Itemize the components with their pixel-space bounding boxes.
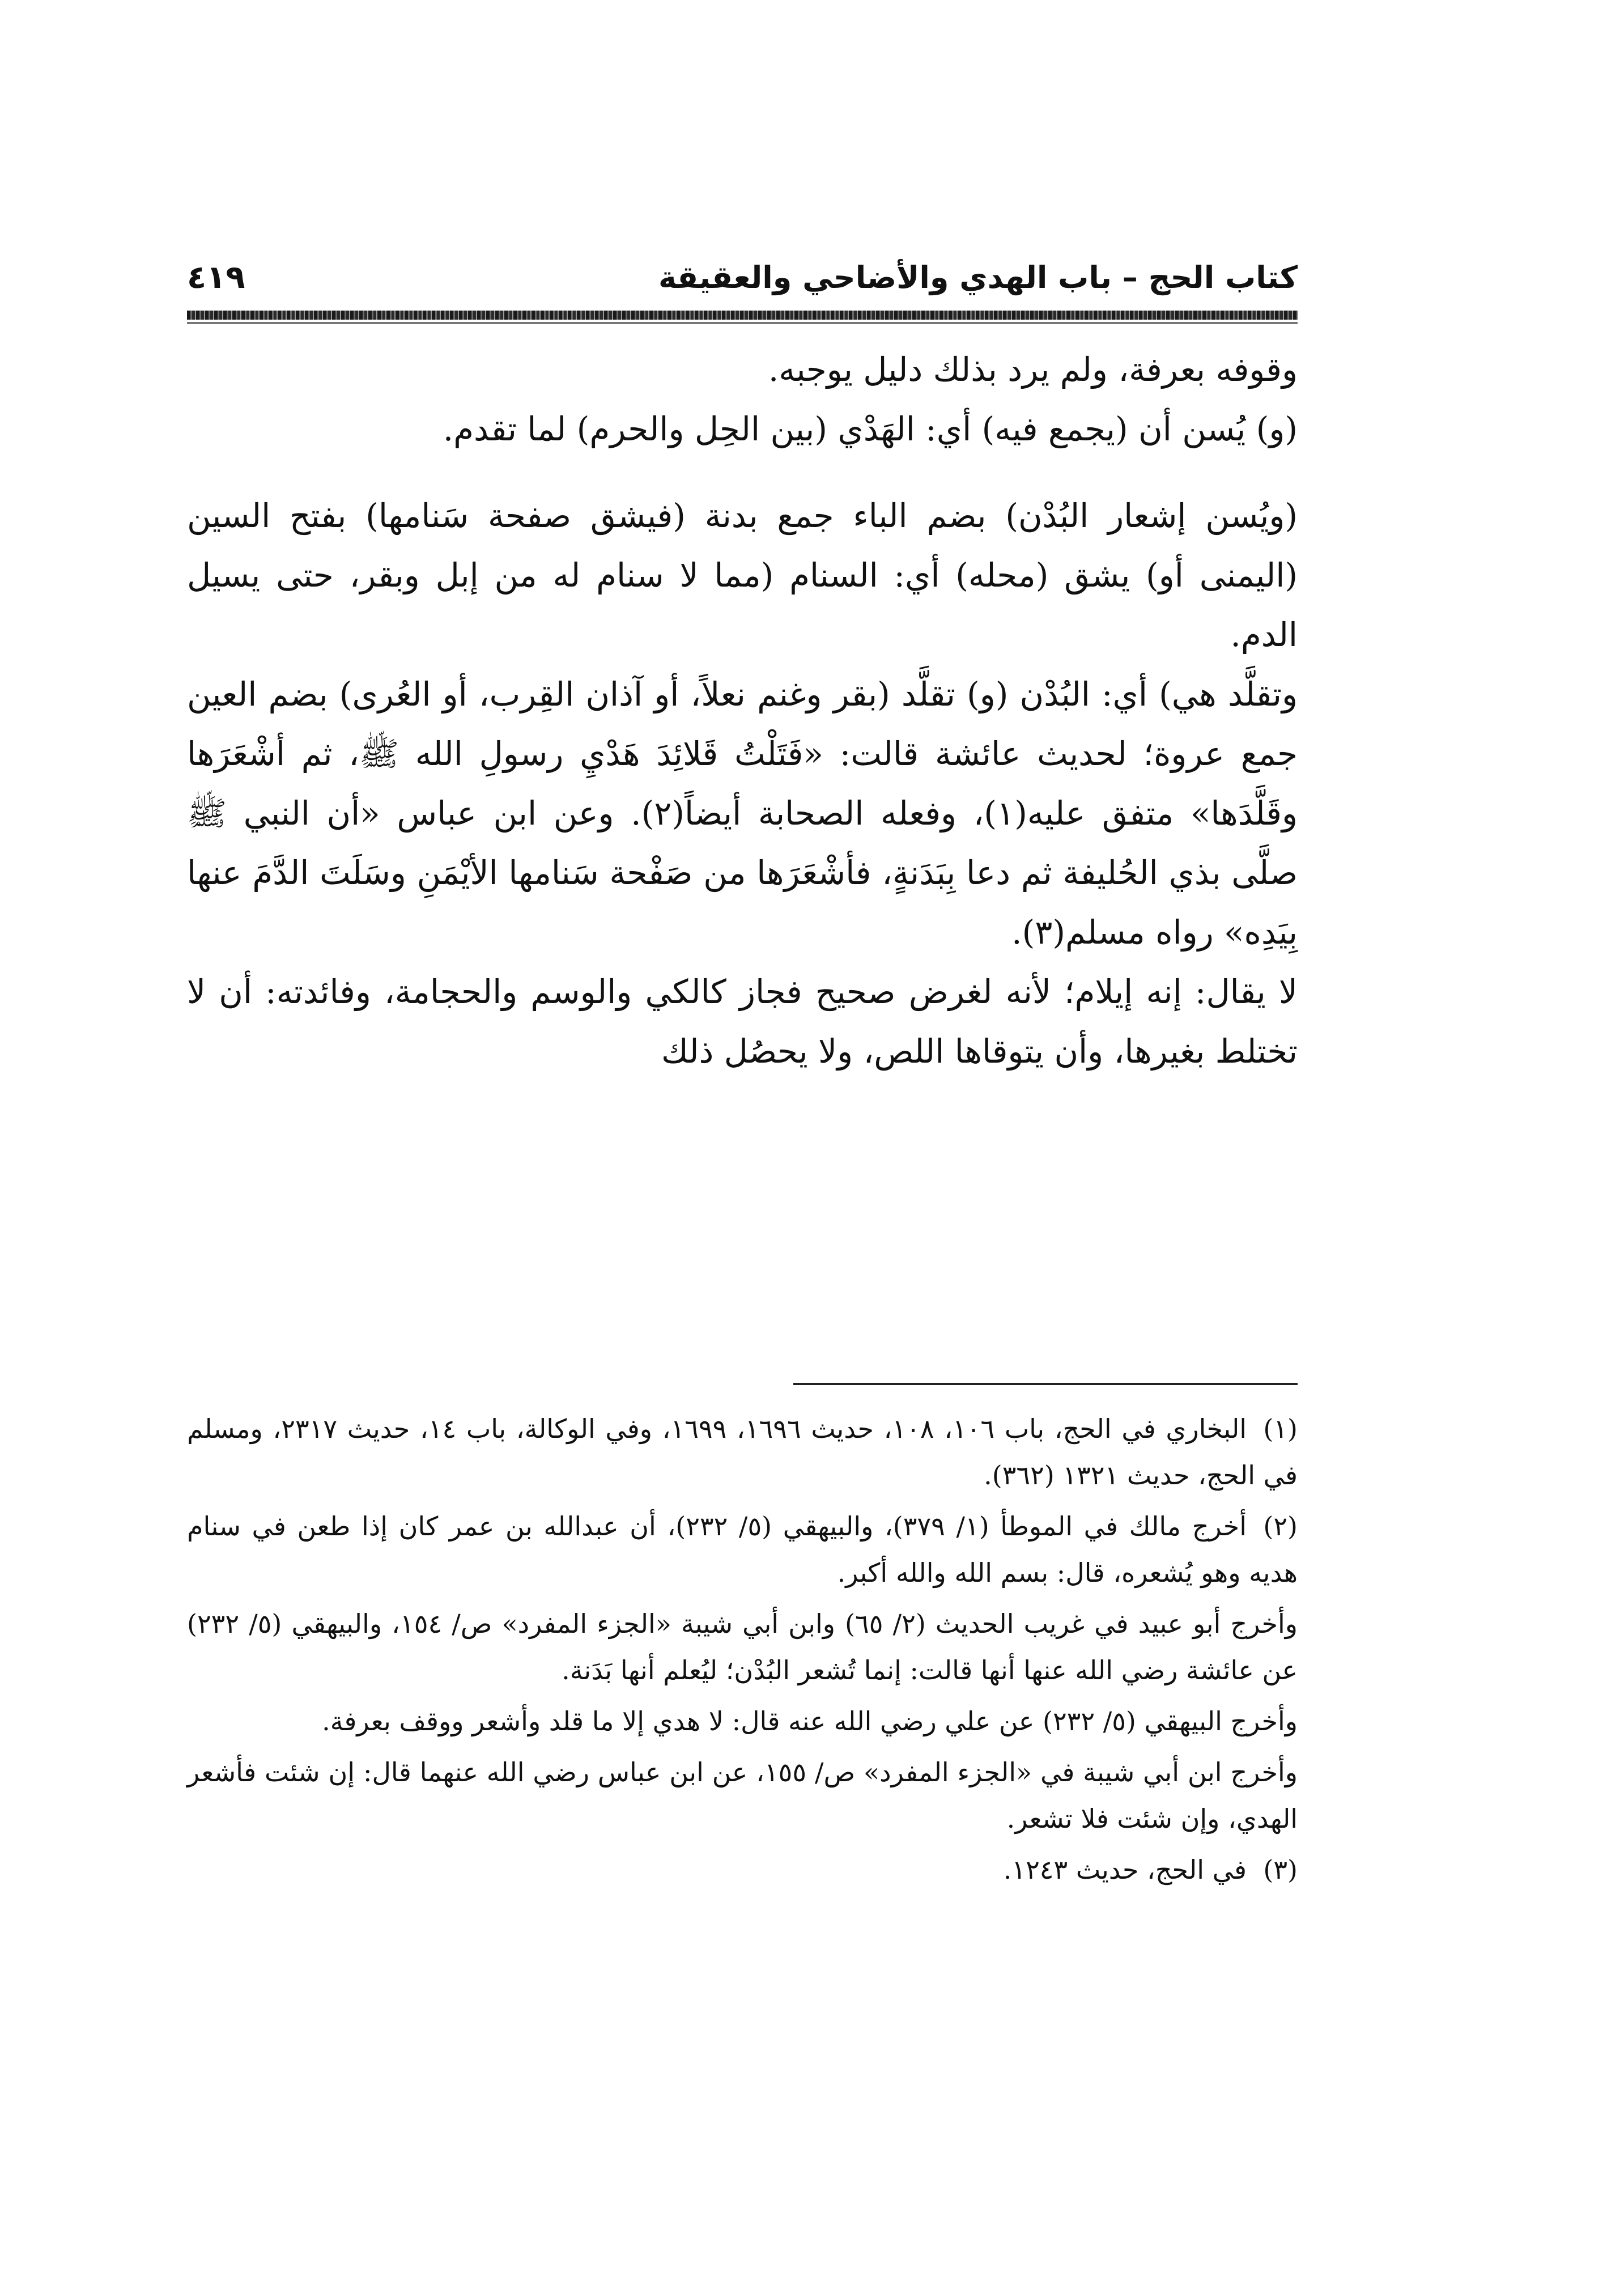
footnote-item — [187, 1698, 1298, 1744]
body-paragraph: وقوفه بعرفة، ولم يرد بذلك دليل يوجبه. — [768, 350, 1298, 389]
body-paragraph: وتقلَّد هي) أي: البُدْن (و) تقلَّد (بقر وغنم نعلاً، أو آذان القِرب، أو العُرى) بضم العين جمع عروة؛ لحديث عائشة قالت: «فَتَلْتُ قَلائِدَ هَدْيِ رسولِ الله ﷺ، ثم أشْعَرَها وقَلَّدَها» متفق عليه(١)، وفعله الصحابة أيضاً(٢). وعن ابن عباس «أن النبي ﷺ صلَّى بذي الحُليفة ثم دعا بِبَدَنةٍ، فأشْعَرَها من صَفْحة سَنامها الأيْمَنِ وسَلَتَ الدَّمَ عنها بِيَدِه» رواه مسلم(٣). — [187, 675, 1298, 952]
footnote-item — [187, 1600, 1298, 1693]
footnote-text: وأخرج ابن أبي شيبة في «الجزء المفرد» ص/ ١٥٥، عن ابن عباس رضي الله عنهما قال: إن شئت فأشعر الهدي، وإن شئت فلا تشعر. — [187, 1757, 1298, 1834]
page-number: ٤١٩ — [187, 259, 245, 296]
header-divider — [187, 311, 1298, 320]
footnote-text: في الحج، حديث ١٢٤٣. — [1003, 1854, 1247, 1885]
footnote-item — [187, 1405, 1298, 1498]
footnotes-section — [187, 1405, 1298, 1897]
main-text — [187, 340, 1298, 1081]
body-paragraph: (ويُسن إشعار البُدْن) بضم الباء جمع بدنة (فيشق صفحة سَنامها) بفتح السين (اليمنى أو) يشق (محله) أي: السنام (مما لا سنام له من إبل وبقر، حتى يسيل الدم. — [187, 496, 1298, 654]
footnote-text: أخرج مالك في الموطأ (١/ ٣٧٩)، والبيهقي (٥/ ٢٣٢)، أن عبدالله بن عمر كان إذا طعن في سنام هديه وهو يُشعره، قال: بسم الله والله أكبر. — [187, 1511, 1298, 1588]
footnote-text: وأخرج البيهقي (٥/ ٢٣٢) عن علي رضي الله عنه قال: لا هدي إلا ما قلد وأشعر ووقف بعرفة. — [322, 1706, 1298, 1736]
running-title: كتاب الحج – باب الهدي والأضاحي والعقيقة — [658, 260, 1298, 295]
footnote-item — [187, 1749, 1298, 1842]
footnote-text: البخاري في الحج، باب ١٠٦، ١٠٨، حديث ١٦٩٦، ١٦٩٩، وفي الوكالة، باب ١٤، حديث ٢٣١٧، ومسلم في الحج، حديث ١٣٢١ (٣٦٢). — [187, 1413, 1298, 1491]
footnote-marker: (١) — [1263, 1413, 1298, 1444]
footnote-marker: (٢) — [1263, 1511, 1298, 1542]
header-divider-thin — [187, 322, 1298, 324]
footnote-item — [187, 1846, 1298, 1893]
body-paragraph: (و) يُسن أن (يجمع فيه) أي: الهَدْي (بين الحِل والحرم) لما تقدم. — [443, 410, 1298, 448]
footnote-item — [187, 1503, 1298, 1596]
footnote-text: وأخرج أبو عبيد في غريب الحديث (٢/ ٦٥) وابن أبي شيبة «الجزء المفرد» ص/ ١٥٤، والبيهقي (٥/ ٢٣٢) عن عائشة رضي الله عنها أنها قالت: إنما تُشعر البُدْن؛ ليُعلم أنها بَدَنة. — [187, 1608, 1298, 1685]
footnote-marker: (٣) — [1263, 1854, 1298, 1885]
footnote-divider — [793, 1383, 1298, 1385]
page-header — [187, 249, 1298, 312]
body-paragraph: لا يقال: إنه إيلام؛ لأنه لغرض صحيح فجاز كالكي والوسم والحجامة، وفائدته: أن لا تختلط بغيرها، وأن يتوقاها اللص، ولا يحصُل ذلك — [187, 973, 1298, 1071]
